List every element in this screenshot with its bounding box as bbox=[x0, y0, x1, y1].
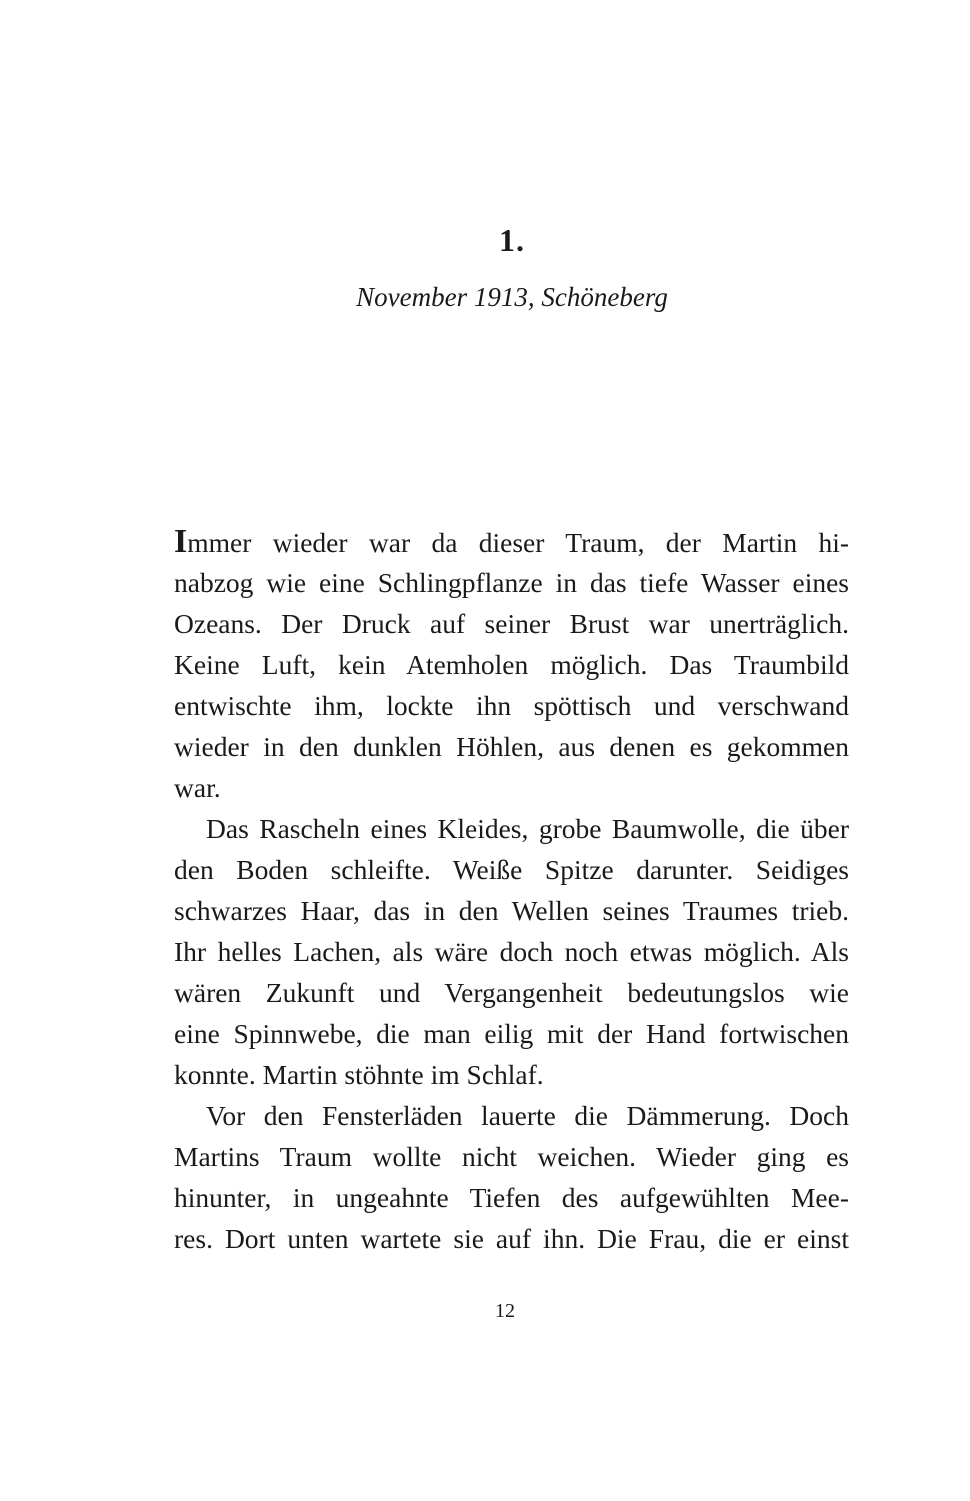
text-line: Keine Luft, kein Atemholen möglich. Das Traumbild bbox=[174, 649, 849, 680]
text-line: schwarzes Haar, das in den Wellen seines Traumes trieb. bbox=[174, 895, 849, 926]
text-line: Ihr helles Lachen, als wäre doch noch etwas möglich. Als bbox=[174, 936, 849, 967]
text-line: wären Zukunft und Vergangenheit bedeutungslos wie bbox=[174, 977, 849, 1008]
text-line: war. bbox=[174, 772, 221, 803]
text-line: den Boden schleifte. Weiße Spitze darunter. Seidiges bbox=[174, 854, 849, 885]
chapter-number: 1. bbox=[499, 222, 525, 258]
text-line: Martins Traum wollte nicht weichen. Wieder ging es bbox=[174, 1141, 849, 1172]
paragraph-1 bbox=[174, 521, 849, 808]
chapter-subtitle: November 1913, Schöneberg bbox=[356, 282, 668, 312]
text-line: Immer wieder war da dieser Traum, der Martin hi- bbox=[174, 523, 849, 560]
text-line: Ozeans. Der Druck auf seiner Brust war unerträglich. bbox=[174, 608, 849, 639]
page-number: 12 bbox=[495, 1300, 515, 1322]
drop-cap: I bbox=[174, 523, 188, 560]
paragraph-2 bbox=[174, 808, 849, 1095]
text-line: hinunter, in ungeahnte Tiefen des aufgewühlten Mee- bbox=[174, 1182, 849, 1213]
text-line: konnte. Martin stöhnte im Schlaf. bbox=[174, 1059, 544, 1090]
text-line: Das Rascheln eines Kleides, grobe Baumwolle, die über bbox=[206, 813, 849, 844]
text-line: Vor den Fensterläden lauerte die Dämmerung. Doch bbox=[206, 1100, 849, 1131]
text-line: nabzog wie eine Schlingpflanze in das tiefe Wasser eines bbox=[174, 567, 849, 598]
text-line: eine Spinnwebe, die man eilig mit der Hand fortwischen bbox=[174, 1018, 849, 1049]
text-line: entwischte ihm, lockte ihn spöttisch und verschwand bbox=[174, 690, 849, 721]
body-text bbox=[174, 521, 849, 1259]
text-line: wieder in den dunklen Höhlen, aus denen es gekommen bbox=[174, 731, 849, 762]
paragraph-3 bbox=[174, 1095, 849, 1259]
text-line: res. Dort unten wartete sie auf ihn. Die Frau, die er einst bbox=[174, 1223, 849, 1254]
